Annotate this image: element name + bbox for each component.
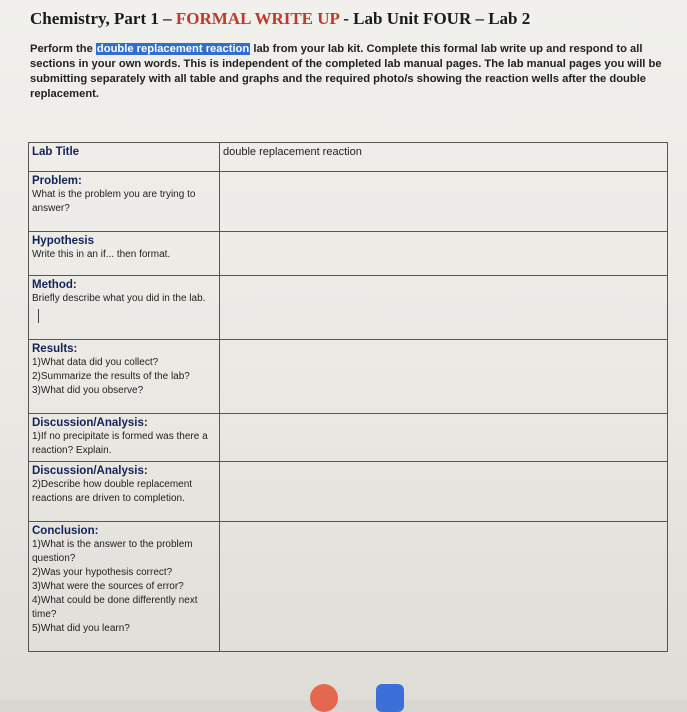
row-heading: Hypothesis — [32, 235, 94, 247]
text-cursor-icon — [38, 309, 47, 323]
row-heading: Method: — [32, 279, 77, 291]
table-row — [29, 143, 668, 172]
row-prompt — [32, 292, 216, 325]
title-highlight: FORMAL WRITE UP — [175, 9, 339, 28]
row-heading: Conclusion: — [32, 525, 99, 537]
row-label-cell — [29, 462, 220, 522]
row-heading: Discussion/Analysis: — [32, 417, 148, 429]
row-heading: Lab Title — [32, 146, 80, 158]
row-heading: Results: — [32, 343, 78, 355]
table-row — [29, 522, 668, 652]
table-row — [29, 172, 668, 232]
answer-cell-results[interactable] — [220, 340, 668, 414]
table-row — [29, 276, 668, 340]
answer-cell-discussion-2[interactable] — [220, 462, 668, 522]
browser-app-icon[interactable] — [310, 684, 338, 712]
row-prompt: 4)What could be done differently next time? — [32, 595, 198, 620]
row-prompt: 3)What did you observe? — [32, 385, 144, 396]
folder-app-icon[interactable] — [376, 684, 404, 712]
row-label-cell — [29, 276, 220, 340]
title-prefix: Chemistry, Part 1 – — [30, 9, 176, 28]
row-heading: Discussion/Analysis: — [32, 465, 148, 477]
row-label-cell — [29, 340, 220, 414]
row-prompt: 2)Was your hypothesis correct? — [32, 567, 173, 578]
row-prompt: 1)If no precipitate is formed was there a reaction? Explain. — [32, 431, 208, 456]
document-title — [30, 9, 530, 29]
instructions-paragraph — [30, 42, 670, 102]
answer-cell-hypothesis[interactable] — [220, 232, 668, 276]
row-label-cell — [29, 414, 220, 462]
intro-pre: Perform the — [30, 43, 96, 55]
row-prompt: 2)Describe how double replacement reactions are driven to completion. — [32, 479, 193, 504]
answer-cell-conclusion[interactable] — [220, 522, 668, 652]
answer-cell-problem[interactable] — [220, 172, 668, 232]
table-row — [29, 232, 668, 276]
title-suffix: - Lab Unit FOUR – Lab 2 — [338, 9, 531, 28]
method-prompt-text: Briefly describe what you did in the lab. — [32, 293, 206, 304]
row-label-cell — [29, 172, 220, 232]
row-prompt: Write this in an if... then format. — [32, 249, 171, 260]
lab-title-answer[interactable]: double replacement reaction — [223, 146, 362, 158]
row-label-cell — [29, 143, 220, 172]
table-row — [29, 340, 668, 414]
row-prompt: 1)What data did you collect? — [32, 357, 159, 368]
row-prompt: 1)What is the answer to the problem question? — [32, 539, 193, 564]
row-prompt: What is the problem you are trying to answer? — [32, 189, 196, 214]
selected-text-highlight[interactable]: double replacement reaction — [96, 43, 250, 55]
row-prompt: 2)Summarize the results of the lab? — [32, 371, 190, 382]
row-prompt: 3)What were the sources of error? — [32, 581, 184, 592]
table-row — [29, 414, 668, 462]
row-label-cell — [29, 232, 220, 276]
answer-cell-lab-title[interactable] — [220, 143, 668, 172]
intro-post: lab from your lab kit. Complete this formal lab write up and respond to all sections in your own words. This is independent of the completed lab manual pages. The lab manual pages you will be submitting separately with all table and graphs and the required photo/s showing the reaction wells after the double replacement. — [30, 43, 662, 100]
row-label-cell — [29, 522, 220, 652]
answer-cell-method[interactable] — [220, 276, 668, 340]
lab-writeup-table — [28, 142, 668, 652]
answer-cell-discussion-1[interactable] — [220, 414, 668, 462]
table-row — [29, 462, 668, 522]
row-heading: Problem: — [32, 175, 82, 187]
row-prompt: 5)What did you learn? — [32, 623, 130, 634]
